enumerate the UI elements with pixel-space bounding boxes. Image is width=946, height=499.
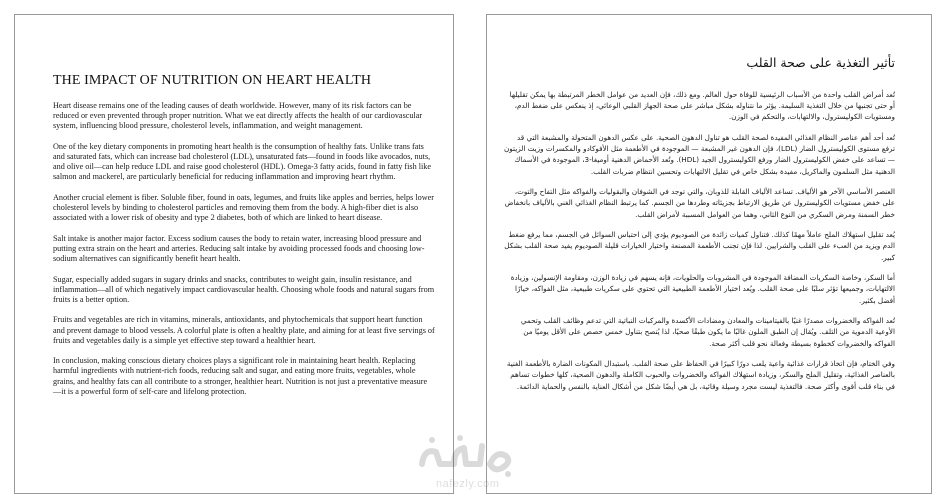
arabic-document-page	[486, 14, 932, 494]
english-paragraph-5: Sugar, especially added sugars in sugary drinks and snacks, contributes to weight gain, insulin resistance, and inflammation—all of which negatively impact cardiovascular health. Choosing whole foods and natural sugars from fruits is a better option.	[53, 274, 435, 304]
english-paragraph-4: Salt intake is another major factor. Excess sodium causes the body to retain water, increasing blood pressure and putting extra strain on the heart and arteries. Reducing salt intake by avoiding processed foods and choosing low-sodium alternatives can significantly benefit heart health.	[53, 233, 425, 263]
arabic-paragraph-4: يُعد تقليل استهلاك الملح عاملاً مهمًا كذلك. فتناول كميات زائدة من الصوديوم يؤدي إلى احتباس السوائل في الجسم، مما يرفع ضغط الدم ويزيد من العبء على القلب والشرايين. لذا فإن تجنب الأطعمة المصنعة واختيار الخيارات قليلة الصوديوم يفيد صحة القلب بشكل كبير.	[504, 230, 895, 262]
arabic-title: تأثير التغذية على صحة القلب	[746, 55, 895, 70]
watermark-site-text: nafezly.com	[436, 478, 500, 490]
arabic-paragraph-6: تُعد الفواكه والخضروات مصدرًا غنيًا بالفيتامينات والمعادن ومضادات الأكسدة والمركبات النباتية التي تدعم وظائف القلب وتحمي الأوعية الدموية من التلف. ويُقال إن الطبق الملون غالبًا ما يكون طبقًا صحيًا، لذا يُنصح بتناول خمس حصص على الأقل يوميًا من الفواكه والخضروات كخطوة بسيطة وفعالة نحو قلب أكثر صحة.	[520, 316, 895, 348]
english-paragraph-7: In conclusion, making conscious dietary choices plays a significant role in maintaining heart health. Replacing harmful ingredients with nutrient-rich foods, reducing salt and sugar, and eating more fruits, vegetables, whole grains, and healthy fats can all contribute to a stronger, healthier heart. Nutrition is not just a preventative measure—it is a powerful form of self-care and lifelong protection.	[53, 356, 428, 396]
english-paragraph-6: Fruits and vegetables are rich in vitamins, minerals, antioxidants, and phytochemicals that support heart function and prevent damage to blood vessels. A colorful plate is often a healthy plate, and aiming for at least five servings of fruits and vegetables daily is a simple yet effective step toward a healthier heart.	[53, 315, 435, 345]
arabic-body	[503, 89, 895, 401]
english-document-page	[14, 14, 454, 494]
arabic-paragraph-1: تُعد أمراض القلب واحدة من الأسباب الرئيسية للوفاة حول العالم. ومع ذلك، فإن العديد من عوامل الخطر المرتبطة بها يمكن تقليلها أو حتى تجنبها من خلال التغذية السليمة. يؤثر ما نتناوله بشكل مباشر على صحة الجهاز القلبي الوعائي، إذ ينعكس على ضغط الدم، ومستويات الكوليسترول، والالتهابات، والتحكم في الوزن.	[509, 90, 895, 122]
arabic-paragraph-3: العنصر الأساسي الآخر هو الألياف. تساعد الألياف القابلة للذوبان، والتي توجد في الشوفان والبقوليات والفواكه مثل التفاح والتوت، على خفض مستويات الكوليسترول عن طريق الارتباط بجزيئاته وطردها من الجسم. كما يرتبط النظام الغذائي الغني بالألياف بانخفاض خطر السمنة ومرض السكري من النوع الثاني، وهما من العوامل المسببة لأمراض القلب.	[504, 187, 895, 219]
english-paragraph-1: Heart disease remains one of the leading causes of death worldwide. However, many of its risk factors can be reduced or even prevented through proper nutrition. What we eat directly affects the health of our cardiovascular system, influencing blood pressure, cholesterol levels, inflammation, and weight management.	[53, 101, 423, 131]
english-paragraph-3: Another crucial element is fiber. Soluble fiber, found in oats, legumes, and fruits like apples and berries, helps lower cholesterol levels by binding to cholesterol particles and removing them from the body. A high-fiber diet is also associated with a lower risk of obesity and type 2 diabetes, both of which are linked to heart disease.	[53, 192, 434, 223]
arabic-paragraph-5: أما السكر، وخاصة السكريات المضافة الموجودة في المشروبات والحلويات، فإنه يسهم في زيادة الوزن، ومقاومة الإنسولين، وزيادة الالتهابات، وجميعها تؤثر سلبًا على صحة القلب. ويُعد اختيار الأطعمة الطبيعية التي تحتوي على سكريات طبيعية، مثل الفواكه، خيارًا أفضل بكثير.	[510, 273, 895, 305]
english-title: THE IMPACT OF NUTRITION ON HEART HEALTH	[53, 73, 372, 88]
arabic-paragraph-7: وفي الختام، فإن اتخاذ قرارات غذائية واعية يلعب دورًا كبيرًا في الحفاظ على صحة القلب. باستبدال المكونات الضارة بالأطعمة الغنية بالعناصر الغذائية، وتقليل الملح والسكر، وزيادة استهلاك الفواكه والخضروات والحبوب الكاملة والدهون الصحية، كلها خطوات تساهم في بناء قلب أقوى وأكثر صحة. فالتغذية ليست مجرد وسيلة وقائية، بل هي أيضًا شكل من أشكال العناية بالنفس والحماية الدائمة.	[506, 359, 895, 391]
arabic-paragraph-2: تُعد أحد أهم عناصر النظام الغذائي المفيدة لصحة القلب هو تناول الدهون الصحية. على عكس الدهون المتحولة والمشبعة التي قد ترفع مستوى الكوليسترول الضار (LDL)، فإن الدهون غير المشبعة — الموجودة في الأطعمة مثل الأفوكادو والمكسرات وزيت الزيتون — تساعد على خفض الكوليسترول الضار ورفع الكوليسترول الجيد (HDL). وتُعد الأحماض الدهنية أوميغا-3، الموجودة في الأسماك الدهنية مثل السلمون والماكريل، مفيدة بشكل خاص في تقليل الالتهابات وتحسين انتظام ضربات القلب.	[504, 133, 895, 176]
english-paragraph-2: One of the key dietary components in promoting heart health is the consumption of healthy fats. Unlike trans fats and saturated fats, which can increase bad cholesterol (LDL), unsaturated fats—found in foods like avocados, nuts, and olive oil—can help reduce LDL and raise good cholesterol (HDL). Omega-3 fatty acids, found in fatty fish like salmon and mackerel, are particularly beneficial for reducing inflammation and improving heart rhythm.	[53, 141, 432, 182]
english-body	[53, 101, 435, 407]
